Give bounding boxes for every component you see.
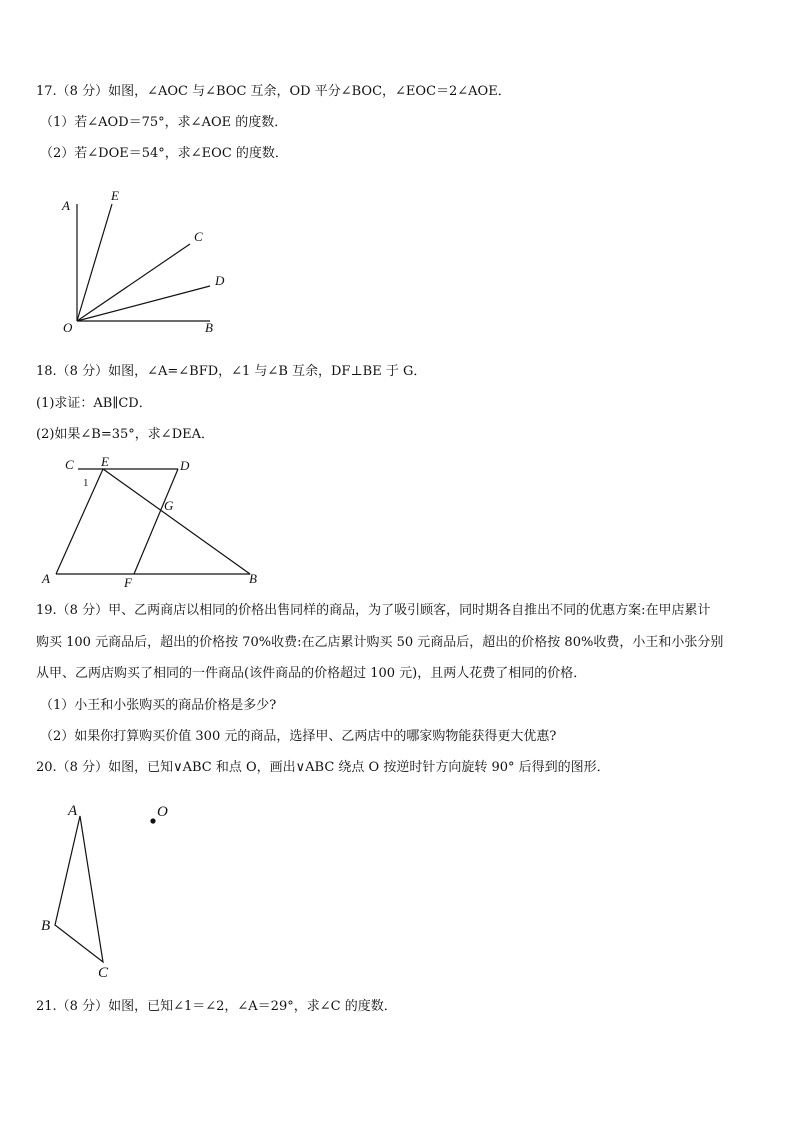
q19-part2: （2）如果你打算购买价值 300 元的商品，选择甲、乙两店中的哪家购物能获得更大优惠? — [40, 729, 557, 744]
label-A: A — [62, 198, 70, 213]
q21-title: 21.（8 分）如图，已知∠1＝∠2，∠A＝29°，求∠C 的度数． — [36, 999, 397, 1014]
label-E: E — [101, 454, 109, 469]
q19-line3: 从甲、乙两店购买了相同的一件商品(该件商品的价格超过 100 元)，且两人花费了相同的价格． — [36, 666, 587, 681]
label-A: A — [68, 803, 78, 819]
point-O — [150, 818, 155, 823]
q17-part1: （1）若∠AOD＝75°，求∠AOE 的度数． — [40, 115, 288, 130]
label-C: C — [194, 229, 203, 244]
q17-part2: （2）若∠DOE＝54°，求∠EOC 的度数． — [40, 146, 288, 161]
q19-line2: 购买 100 元商品后，超出的价格按 70%收费:在乙店累计购买 50 元商品后，超出的价格按 80%收费，小王和小张分别 — [36, 635, 724, 650]
q17-title: 17.（8 分）如图，∠AOC 与∠BOC 互余，OD 平分∠BOC，∠EOC＝2∠AOE． — [36, 84, 511, 99]
label-G: G — [164, 498, 174, 513]
q20-title: 20.（8 分）如图，已知∨ABC 和点 O，画出∨ABC 绕点 O 按逆时针方向旋转 90° 后得到的图形． — [36, 760, 610, 775]
label-A: A — [42, 571, 50, 586]
q18-title: 18.（8 分）如图，∠A=∠BFD，∠1 与∠B 互余，DF⊥BE 于 G． — [36, 364, 427, 379]
label-B: B — [41, 918, 51, 934]
label-D: D — [180, 458, 190, 473]
label-1: 1 — [83, 477, 89, 489]
label-C: C — [98, 965, 109, 981]
q19-part1: （1）小王和小张购买的商品价格是多少? — [40, 698, 277, 713]
label-B: B — [205, 320, 213, 335]
label-O: O — [63, 320, 73, 335]
label-E: E — [111, 188, 119, 203]
label-D: D — [215, 273, 225, 288]
label-C: C — [65, 457, 74, 472]
q19-line1: 19.（8 分）甲、乙两商店以相同的价格出售同样的商品，为了吸引顾客，同时期各自推出不同的优惠方案:在甲店累计 — [36, 603, 711, 618]
q18-part2: (2)如果∠B=35°，求∠DEA． — [36, 427, 214, 442]
label-F: F — [124, 575, 132, 590]
q18-part1: (1)求证：AB∥CD． — [36, 396, 152, 411]
triangle-ABC — [55, 816, 103, 962]
label-O: O — [157, 804, 168, 820]
label-B: B — [249, 571, 257, 586]
